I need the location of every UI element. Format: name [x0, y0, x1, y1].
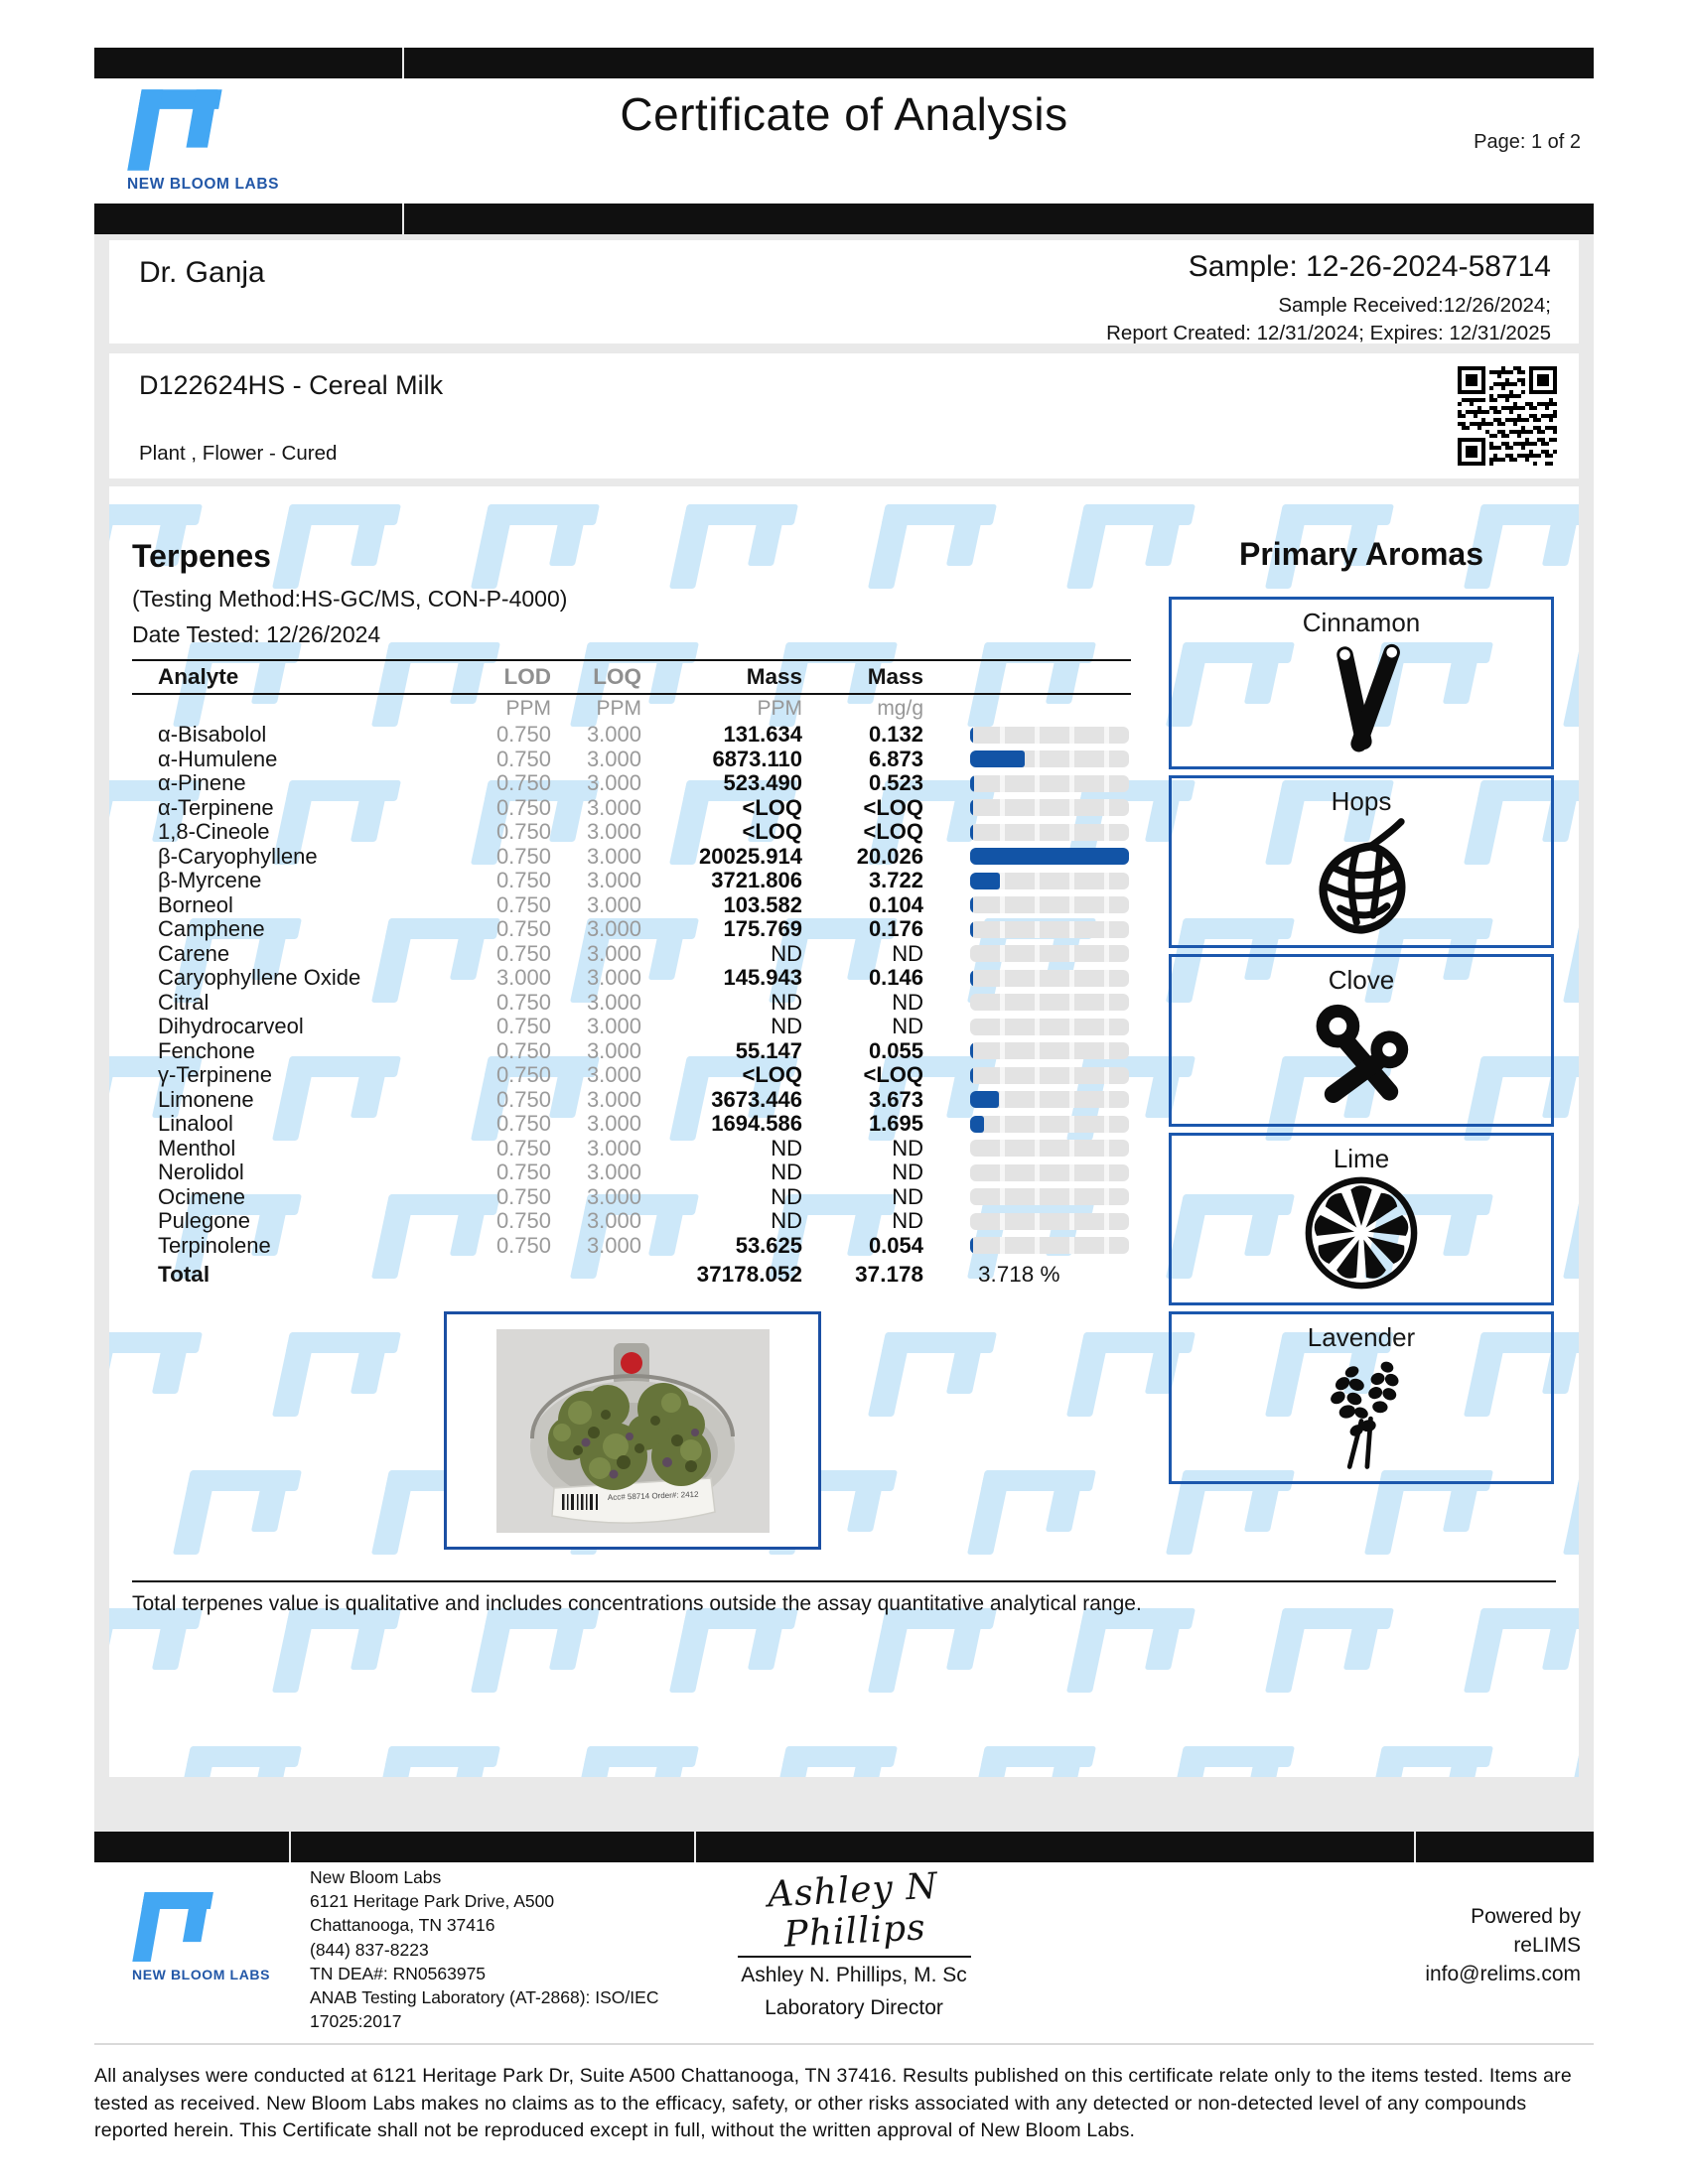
lod-value: 0.750: [495, 916, 551, 941]
lime-icon: [1298, 1174, 1425, 1292]
product-info-card: [109, 353, 1579, 478]
mass-ppm-value: 3673.446: [711, 1086, 802, 1112]
mass-mgg-value: 3.722: [868, 868, 923, 892]
mass-ppm-value: 523.490: [723, 770, 802, 795]
col-header-mass-mgg: Mass: [867, 664, 923, 689]
loq-value: 3.000: [586, 1062, 641, 1087]
loq-value: 3.000: [586, 940, 641, 966]
mass-ppm-value: 6873.110: [712, 746, 802, 771]
terpene-row: [132, 1062, 1131, 1087]
powered-by-block: [1425, 1902, 1581, 1988]
mass-bar-track: [970, 1116, 1129, 1133]
terpene-row: [132, 819, 1131, 844]
aroma-box-clove: [1169, 954, 1554, 1127]
table-units-row: [132, 695, 1131, 722]
terpene-row: [132, 770, 1131, 795]
sample-type: Plant , Flower - Cured: [139, 442, 338, 465]
mass-mgg-value: 20.026: [856, 843, 923, 869]
analyte-name: Borneol: [158, 891, 233, 917]
address-line: TN DEA#: RN0563975: [310, 1963, 487, 1983]
loq-value: 3.000: [586, 1160, 641, 1184]
terpene-row: [132, 990, 1131, 1015]
mass-bar-track: [970, 824, 1129, 841]
table-total-row: [132, 1261, 1131, 1289]
aroma-box-lavender: [1169, 1311, 1554, 1484]
table-header-row: [132, 661, 1131, 693]
loq-value: 3.000: [586, 1208, 641, 1233]
terpene-row: [132, 868, 1131, 892]
total-label: Total: [158, 1262, 211, 1287]
analyte-name: β-Myrcene: [158, 868, 262, 892]
mass-mgg-value: ND: [892, 1183, 923, 1209]
analyte-name: Fenchone: [158, 1037, 255, 1063]
lod-value: 0.750: [495, 770, 551, 795]
mass-mgg-value: 0.054: [868, 1232, 923, 1258]
mass-ppm-value: <LOQ: [742, 819, 802, 844]
mass-mgg-value: 1.695: [868, 1111, 923, 1136]
mass-bar-fill: [970, 921, 973, 938]
mass-bar-track: [970, 1237, 1129, 1254]
lod-value: 0.750: [495, 843, 551, 869]
mass-mgg-value: <LOQ: [863, 794, 923, 820]
terpene-row: [132, 844, 1131, 869]
mass-mgg-value: 0.104: [868, 891, 923, 917]
product-photo: [496, 1329, 770, 1533]
mass-bar-track: [970, 994, 1129, 1011]
footer-lab-logo: [132, 1892, 311, 1982]
mass-bar-fill: [970, 775, 974, 792]
analyte-name: Ocimene: [158, 1183, 246, 1209]
page-number: Page: 1 of 2: [1474, 131, 1581, 153]
mass-mgg-value: ND: [892, 1160, 923, 1184]
mass-bar-fill: [970, 873, 1000, 889]
mass-ppm-value: 55.147: [735, 1037, 802, 1063]
mass-bar-track: [970, 970, 1129, 987]
loq-value: 3.000: [586, 1014, 641, 1038]
mass-bar-track: [970, 1091, 1129, 1108]
footer-logo-wordmark: NEW BLOOM LABS: [132, 1967, 271, 1982]
lod-value: 0.750: [495, 1208, 551, 1233]
mass-bar-fill: [970, 1237, 973, 1254]
aroma-label: Hops: [1331, 786, 1392, 816]
mass-bar-track: [970, 775, 1129, 792]
loq-value: 3.000: [586, 843, 641, 869]
total-mass-ppm: 37178.052: [696, 1262, 802, 1287]
mass-mgg-value: ND: [892, 1135, 923, 1160]
unit-loq-ppm: PPM: [596, 696, 641, 720]
analyte-name: Carene: [158, 940, 230, 966]
mass-ppm-value: ND: [771, 1160, 802, 1184]
terpene-row: [132, 795, 1131, 820]
clove-icon: [1298, 996, 1425, 1113]
lod-value: 0.750: [495, 1160, 551, 1184]
powered-by-line: info@relims.com: [1425, 1963, 1581, 1985]
new-bloom-labs-logo-icon: [132, 1892, 227, 1962]
lod-value: 0.750: [495, 1135, 551, 1160]
mass-ppm-value: <LOQ: [742, 794, 802, 820]
hops-icon: [1298, 817, 1425, 934]
mass-ppm-value: 175.769: [723, 916, 802, 941]
results-panel: [109, 486, 1579, 1777]
mass-bar-track: [970, 945, 1129, 962]
mass-mgg-value: 3.673: [868, 1086, 923, 1112]
note-divider: [132, 1580, 1556, 1582]
document-title: Certificate of Analysis: [620, 88, 1068, 140]
total-percent: 3.718 %: [978, 1262, 1060, 1287]
col-header-analyte: Analyte: [158, 664, 239, 689]
aroma-box-hops: [1169, 775, 1554, 948]
lod-value: 0.750: [495, 1037, 551, 1063]
report-created-expires: Report Created: 12/31/2024; Expires: 12/31/2025: [1106, 322, 1551, 344]
mass-bar-track: [970, 896, 1129, 913]
mass-bar-track: [970, 1140, 1129, 1157]
sample-info-card: [109, 240, 1579, 343]
mass-bar-track: [970, 799, 1129, 816]
mass-bar-fill: [970, 799, 973, 816]
aroma-label: Lavender: [1307, 1322, 1416, 1352]
mass-bar-track: [970, 921, 1129, 938]
aroma-label: Cinnamon: [1302, 608, 1421, 637]
analyte-name: Limonene: [158, 1086, 254, 1112]
product-photo-frame: [444, 1311, 821, 1550]
terpenes-section-title: Terpenes: [132, 538, 271, 574]
lab-address-block: [310, 1865, 658, 2033]
address-line: (844) 837-8223: [310, 1939, 429, 1960]
address-line: New Bloom Labs: [310, 1867, 442, 1887]
loq-value: 3.000: [586, 819, 641, 844]
mass-bar-fill: [970, 1116, 984, 1133]
loq-value: 3.000: [586, 722, 641, 747]
mass-ppm-value: 1694.586: [711, 1111, 802, 1136]
mass-ppm-value: 131.634: [723, 722, 802, 747]
header-divider-bar: [94, 204, 1594, 234]
analyte-name: Nerolidol: [158, 1160, 244, 1184]
lod-value: 0.750: [495, 1232, 551, 1258]
mass-ppm-value: ND: [771, 989, 802, 1015]
sample-id: Sample: 12-26-2024-58714: [1188, 250, 1551, 283]
mass-mgg-value: 0.055: [868, 1037, 923, 1063]
signature-block: [695, 1865, 1013, 2020]
mass-bar-fill: [970, 1067, 973, 1084]
product-name: D122624HS - Cereal Milk: [139, 370, 444, 400]
lod-value: 3.000: [495, 965, 551, 990]
mass-mgg-value: ND: [892, 1014, 923, 1038]
analyte-name: α-Bisabolol: [158, 722, 267, 747]
signer-title: Laboratory Director: [765, 1996, 943, 2019]
signature-script: Ashley N Phillips: [767, 1865, 939, 1956]
loq-value: 3.000: [586, 989, 641, 1015]
terpene-row: [132, 1184, 1131, 1209]
terpene-row: [132, 1160, 1131, 1184]
mass-bar-track: [970, 1213, 1129, 1230]
mass-mgg-value: 6.873: [868, 746, 923, 771]
lod-value: 0.750: [495, 1086, 551, 1112]
address-line: Chattanooga, TN 37416: [310, 1915, 495, 1936]
analyte-name: Camphene: [158, 916, 265, 941]
mass-bar-track: [970, 751, 1129, 767]
loq-value: 3.000: [586, 891, 641, 917]
terpene-row: [132, 892, 1131, 917]
primary-aromas-title: Primary Aromas: [1238, 536, 1484, 572]
terpene-row: [132, 722, 1131, 747]
terpene-row: [132, 747, 1131, 771]
loq-value: 3.000: [586, 916, 641, 941]
analyte-name: α-Humulene: [158, 746, 278, 771]
terpene-row: [132, 1111, 1131, 1136]
loq-value: 3.000: [586, 1232, 641, 1258]
mass-bar-fill: [970, 1091, 999, 1108]
col-header-mass-ppm: Mass: [746, 664, 802, 689]
aroma-box-lime: [1169, 1133, 1554, 1305]
disclaimer-text: All analyses were conducted at 6121 Heritage Park Dr, Suite A500 Chattanooga, TN 37416. Results published on this certificate relate only to the items tested. Items are tested as received. New Bloom Labs makes no claims as to the efficacy, safety, or other risks associated with any detected or non-detected level of any compounds reported herein. This Certificate shall not be reproduced except in full, without the written approval of New Bloom Labs.: [94, 2065, 1572, 2141]
unit-lod-ppm: PPM: [505, 696, 551, 720]
powered-by-line: Powered by: [1471, 1905, 1581, 1928]
mass-ppm-value: 103.582: [723, 891, 802, 917]
mass-ppm-value: ND: [771, 1135, 802, 1160]
mass-bar-fill: [970, 1042, 973, 1059]
mass-ppm-value: 20025.914: [699, 843, 802, 869]
mass-ppm-value: ND: [771, 1183, 802, 1209]
mass-mgg-value: 0.132: [868, 722, 923, 747]
lod-value: 0.750: [495, 1062, 551, 1087]
aroma-label: Lime: [1333, 1144, 1390, 1173]
terpene-row: [132, 1087, 1131, 1112]
lod-value: 0.750: [495, 819, 551, 844]
lavender-icon: [1298, 1353, 1425, 1470]
analyte-name: Linalool: [158, 1111, 233, 1136]
lod-value: 0.750: [495, 746, 551, 771]
total-mass-mgg: 37.178: [855, 1262, 923, 1287]
mass-mgg-value: 0.176: [868, 916, 923, 941]
footer-divider-bar: [94, 1832, 1594, 1862]
mass-mgg-value: ND: [892, 940, 923, 966]
analyte-name: Terpinolene: [158, 1232, 271, 1258]
lod-value: 0.750: [495, 868, 551, 892]
terpene-row: [132, 1208, 1131, 1233]
lod-value: 0.750: [495, 722, 551, 747]
analyte-name: Dihydrocarveol: [158, 1014, 304, 1038]
qr-code: [1458, 366, 1557, 466]
lod-value: 0.750: [495, 940, 551, 966]
mass-ppm-value: 3721.806: [711, 868, 802, 892]
analyte-name: β-Caryophyllene: [158, 843, 318, 869]
mass-ppm-value: <LOQ: [742, 1062, 802, 1087]
analyte-name: Pulegone: [158, 1208, 250, 1233]
testing-method: (Testing Method:HS-GC/MS, CON-P-4000): [132, 586, 568, 612]
loq-value: 3.000: [586, 965, 641, 990]
primary-aromas-section: [1169, 536, 1554, 1490]
mass-mgg-value: 0.146: [868, 965, 923, 990]
mass-bar-track: [970, 873, 1129, 889]
tray-label-text: Acc# 58714 Order#: 2412: [607, 1489, 699, 1502]
lab-logo-wordmark: NEW BLOOM LABS: [127, 176, 280, 193]
mass-bar-fill: [970, 896, 973, 913]
signer-name: Ashley N. Phillips, M. Sc: [741, 1964, 967, 1986]
loq-value: 3.000: [586, 1037, 641, 1063]
mass-mgg-value: 0.523: [868, 770, 923, 795]
loq-value: 3.000: [586, 1111, 641, 1136]
address-line: 17025:2017: [310, 2011, 402, 2032]
mass-bar-track: [970, 1188, 1129, 1205]
loq-value: 3.000: [586, 746, 641, 771]
disclaimer-divider: [94, 2043, 1594, 2045]
terpene-row: [132, 1233, 1131, 1258]
lod-value: 0.750: [495, 794, 551, 820]
terpenes-note: Total terpenes value is qualitative and includes concentrations outside the assay quantitative analytical range.: [132, 1592, 1142, 1615]
loq-value: 3.000: [586, 1135, 641, 1160]
terpene-row: [132, 965, 1131, 990]
loq-value: 3.000: [586, 1086, 641, 1112]
mass-bar-fill: [970, 970, 973, 987]
unit-mass-ppm: PPM: [757, 696, 802, 720]
analyte-name: Citral: [158, 989, 210, 1015]
client-name: Dr. Ganja: [139, 256, 265, 289]
sample-received-date: Sample Received:12/26/2024;: [1278, 294, 1551, 317]
cinnamon-icon: [1298, 638, 1425, 755]
mass-mgg-value: <LOQ: [863, 1062, 923, 1087]
powered-by-line: reLIMS: [1513, 1934, 1581, 1957]
terpenes-table: [132, 659, 1131, 1289]
lod-value: 0.750: [495, 891, 551, 917]
content-band: [94, 234, 1594, 1832]
loq-value: 3.000: [586, 770, 641, 795]
terpene-row: [132, 916, 1131, 941]
analyte-name: α-Terpinene: [158, 794, 274, 820]
lod-value: 0.750: [495, 989, 551, 1015]
mass-ppm-value: ND: [771, 1014, 802, 1038]
mass-bar-track: [970, 1042, 1129, 1059]
mass-mgg-value: ND: [892, 1208, 923, 1233]
analyte-name: Menthol: [158, 1135, 236, 1160]
mass-ppm-value: 53.625: [735, 1232, 802, 1258]
terpene-row: [132, 1136, 1131, 1160]
mass-bar-track: [970, 848, 1129, 865]
analyte-name: Caryophyllene Oxide: [158, 965, 361, 990]
mass-mgg-value: ND: [892, 989, 923, 1015]
col-header-loq: LOQ: [593, 664, 641, 689]
mass-ppm-value: ND: [771, 1208, 802, 1233]
aroma-box-cinnamon: [1169, 597, 1554, 769]
terpene-row: [132, 941, 1131, 966]
loq-value: 3.000: [586, 1183, 641, 1209]
top-divider-bar: [94, 48, 1594, 78]
mass-mgg-value: <LOQ: [863, 819, 923, 844]
loq-value: 3.000: [586, 794, 641, 820]
analyte-name: 1,8-Cineole: [158, 819, 270, 844]
terpene-row: [132, 1014, 1131, 1038]
mass-bar-fill: [970, 727, 973, 744]
lod-value: 0.750: [495, 1014, 551, 1038]
terpene-row: [132, 1038, 1131, 1063]
unit-mass-mgg: mg/g: [877, 696, 923, 720]
analyte-name: α-Pinene: [158, 770, 246, 795]
mass-bar-track: [970, 727, 1129, 744]
lod-value: 0.750: [495, 1183, 551, 1209]
mass-bar-fill: [970, 848, 1129, 865]
aroma-label: Clove: [1328, 965, 1395, 995]
mass-bar-track: [970, 1164, 1129, 1181]
analyte-name: γ-Terpinene: [158, 1062, 272, 1087]
address-line: 6121 Heritage Park Drive, A500: [310, 1891, 555, 1912]
date-tested: Date Tested: 12/26/2024: [132, 621, 381, 647]
mass-ppm-value: 145.943: [723, 965, 802, 990]
address-line: ANAB Testing Laboratory (AT-2868): ISO/IEC: [310, 1987, 659, 2008]
loq-value: 3.000: [586, 868, 641, 892]
mass-ppm-value: ND: [771, 940, 802, 966]
lod-value: 0.750: [495, 1111, 551, 1136]
col-header-lod: LOD: [503, 664, 551, 689]
mass-bar-track: [970, 1067, 1129, 1084]
mass-bar-track: [970, 1019, 1129, 1035]
mass-bar-fill: [970, 824, 973, 841]
mass-bar-fill: [970, 751, 1025, 767]
